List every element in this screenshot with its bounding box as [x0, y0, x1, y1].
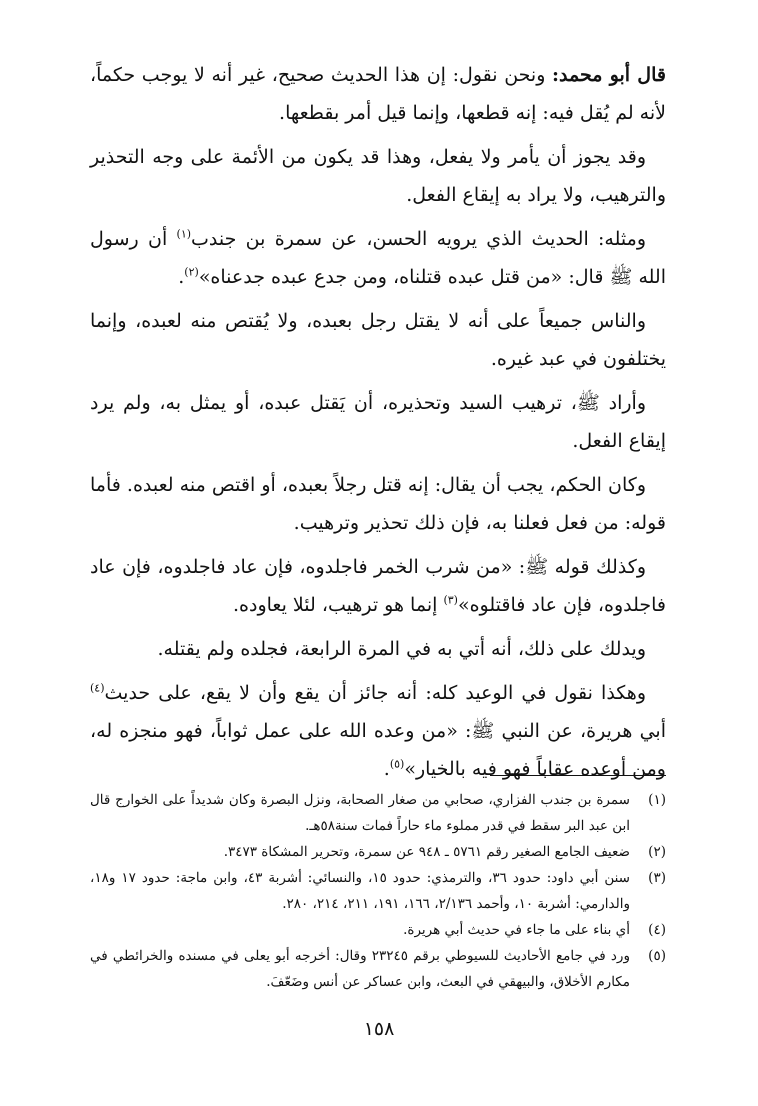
- paragraph-6: [90, 466, 666, 542]
- paragraph-text: ويدلك على ذلك، أنه أتي به في المرة الرابعة، فجلده ولم يقتله.: [157, 638, 646, 660]
- speaker-lead: قال أبو محمد:: [552, 64, 666, 86]
- paragraph-1: [90, 56, 666, 132]
- paragraph-text: ونحن نقول: إن هذا الحديث صحيح، غير أنه لا يوجب حكماً، لأنه لم يُقل فيه: إنه قطعها، وإنما قيل أمر بقطعها.: [90, 64, 666, 124]
- paragraph-text: أن رسول الله ﷺ قال: «من قتل عبده قتلناه، ومن جدع عبده جدعناه»: [90, 228, 666, 288]
- paragraph-text: .: [383, 758, 390, 780]
- footnote-number: (١): [648, 792, 666, 808]
- footnote-text: أي بناء على ما جاء في حديث أبي هريرة.: [403, 922, 630, 938]
- page-number: ١٥٨: [363, 1018, 395, 1040]
- footnote-divider: [490, 775, 666, 776]
- footnote-ref-3[interactable]: (٣): [443, 593, 458, 607]
- paragraph-text: ومثله: الحديث الذي يرويه الحسن، عن سمرة بن جندب: [191, 228, 646, 250]
- paragraph-7: [90, 548, 666, 624]
- footnote-2: [90, 839, 666, 865]
- paragraph-2: [90, 138, 666, 214]
- paragraph-9: [90, 674, 666, 788]
- main-text: [90, 56, 666, 794]
- paragraph-text: والناس جميعاً على أنه لا يقتل رجل بعبده، ولا يُقتص منه لعبده، وإنما يختلفون في عبد غيره.: [90, 310, 666, 370]
- paragraph-8: [90, 630, 666, 668]
- paragraph-4: [90, 302, 666, 378]
- footnote-ref-1[interactable]: (١): [176, 227, 192, 241]
- footnote-ref-5[interactable]: (٥): [389, 757, 405, 771]
- paragraph-text: وكان الحكم، يجب أن يقال: إنه قتل رجلاً بعبده، أو اقتص منه لعبده. فأما قوله: من فعل فعلنا به، فإن ذلك تحذير وترهيب.: [90, 474, 666, 534]
- footnote-1: [90, 787, 666, 839]
- paragraph-3: [90, 220, 666, 296]
- paragraph-5: [90, 384, 666, 460]
- footnote-ref-4[interactable]: (٤): [90, 681, 105, 695]
- paragraph-text: .: [178, 266, 185, 288]
- footnote-number: (٤): [648, 922, 666, 938]
- footnote-text: ورد في جامع الأحاديث للسيوطي برقم ٢٣٢٤٥ وقال: أخرجه أبو يعلى في مسنده والخرائطي في مكارم الأخلاق، والبيهقي في البعث، وابن عساكر عن أنس وضَعّفَ.: [90, 948, 630, 990]
- footnotes: [90, 787, 666, 995]
- paragraph-text: وقد يجوز أن يأمر ولا يفعل، وهذا قد يكون من الأئمة على وجه التحذير والترهيب، ولا يراد به إيقاع الفعل.: [90, 146, 666, 206]
- footnote-text: ضعيف الجامع الصغير رقم ٥٧٦١ ـ ٩٤٨ عن سمرة، وتحرير المشكاة ٣٤٧٣.: [223, 844, 630, 860]
- footnote-number: (٣): [648, 870, 666, 886]
- paragraph-text: أبي هريرة، عن النبي ﷺ: «من وعده الله على عمل ثواباً، فهو منجزه له، ومن أوعده عقاباً فهو فيه بالخيار»: [90, 720, 666, 780]
- footnote-text: سمرة بن جندب الفزاري، صحابي من صغار الصحابة، ونزل البصرة وكان شديداً على الخوارج قال ابن عبد البر سقط في قدر مملوء ماء حاراً فمات سنة٥٨هـ.: [90, 792, 630, 834]
- paragraph-text: إنما هو ترهيب، لئلا يعاوده.: [233, 594, 444, 616]
- paragraph-text: وأراد ﷺ، ترهيب السيد وتحذيره، أن يَقتل عبده، أو يمثل به، ولم يرد إيقاع الفعل.: [90, 392, 666, 452]
- footnote-number: (٢): [648, 844, 666, 860]
- paragraph-text: وهكذا نقول في الوعيد كله: أنه جائز أن يقع وأن لا يقع، على حديث: [104, 682, 646, 704]
- footnote-number: (٥): [648, 948, 666, 964]
- footnote-4: [90, 917, 666, 943]
- footnote-5: [90, 943, 666, 995]
- footnote-3: [90, 865, 666, 917]
- footnote-ref-2[interactable]: (٢): [184, 265, 199, 279]
- footnote-text: سنن أبي داود: حدود ٣٦، والترمذي: حدود ١٥، والنسائي: أشربة ٤٣، وابن ماجة: حدود ١٧ و١٨، والدارمي: أشربة ١٠، وأحمد ٢/١٣٦، ١٦٦، ١٩١، ٢١١، ٢١٤، ٢٨٠.: [90, 870, 630, 912]
- paragraph-text: وكذلك قوله ﷺ: «من شرب الخمر فاجلدوه، فإن عاد فاجلدوه، فإن عاد فاجلدوه، فإن عاد فاقتلوه»: [90, 556, 666, 616]
